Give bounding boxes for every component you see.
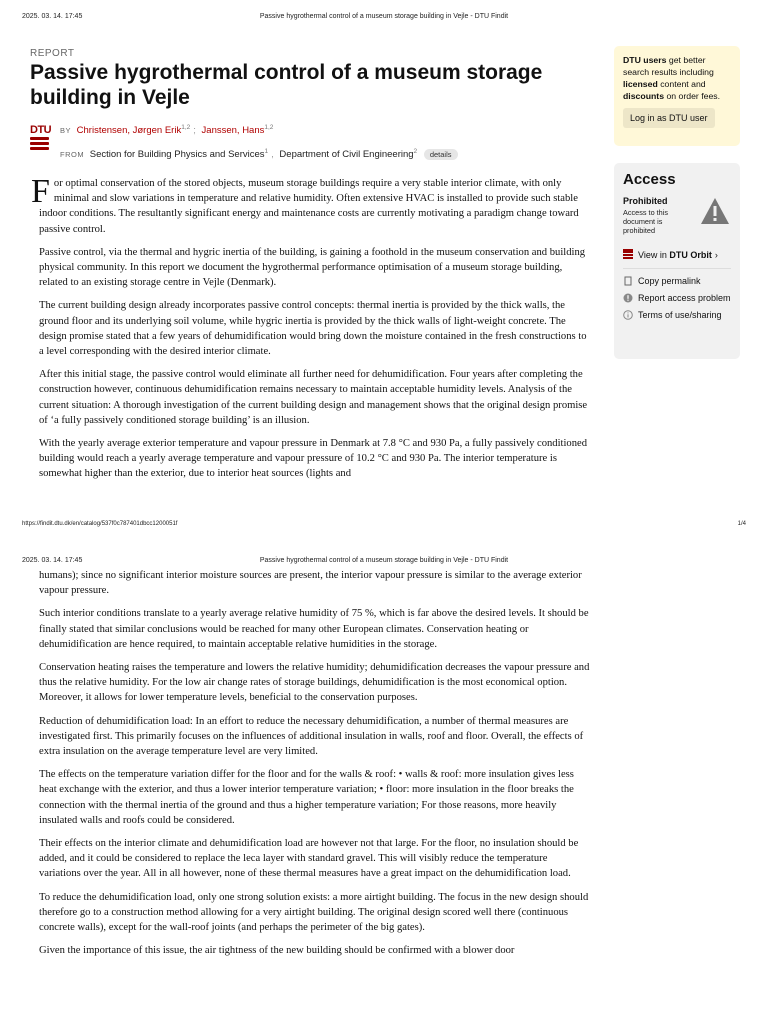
dtu-users-box	[614, 46, 740, 146]
author-sup: 1,2	[264, 124, 274, 131]
dtu-orbit-icon	[623, 249, 633, 261]
access-status: Prohibited	[623, 196, 668, 206]
dtu-logo-text: DTU	[30, 124, 52, 136]
abstract-page-1	[31, 173, 591, 490]
affiliations-row	[60, 148, 458, 160]
warning-icon	[700, 197, 730, 230]
separator: ;	[193, 125, 196, 137]
terms-label: Terms of use/sharing	[638, 310, 722, 320]
abstract-paragraph: Passive control, via the thermal and hygric inertia of the building, is gaining a foothold in the museum conservation and building physical community. In this report we document the hygrothermal performance optimisation of a museum storage building, related to an existing storage centre in Vejle (Denmark).	[39, 246, 586, 289]
by-label: BY	[60, 126, 72, 136]
report-access-problem-link[interactable]	[623, 293, 731, 303]
alert-icon	[623, 293, 633, 303]
drop-cap: F	[31, 173, 50, 210]
abstract-paragraph: Their effects on the interior climate and dehumidification load are however not that large. For the floor, no insulation should be added, and it could be considered to replace the leca layer with standard gravel. This will visibly reduce the temperature variations over the year. All in all however, none of these thermal measures have a great impact on the dehumidification load.	[39, 838, 579, 880]
access-title: Access	[623, 171, 676, 188]
dtu-users-text: DTU users get better search results including licensed content and discounts on order fees.	[623, 55, 721, 101]
abstract-page-2	[39, 568, 591, 966]
terms-link[interactable]	[623, 310, 731, 320]
author-sup: 1,2	[181, 124, 191, 131]
affiliation-sup: 2	[413, 148, 418, 155]
view-in-label: View in	[638, 250, 667, 260]
separator: ,	[271, 149, 274, 161]
author-link[interactable]: Christensen, Jørgen Erik	[76, 125, 182, 137]
dtu-logo	[30, 124, 50, 152]
divider	[623, 268, 731, 269]
report-access-problem-label: Report access problem	[638, 293, 731, 303]
access-box	[614, 163, 740, 359]
print-page-number: 1/4	[737, 521, 746, 527]
abstract-paragraph: The effects on the temperature variation differ for the floor and for the walls & roof: • walls & roof: more insulation gives less heat exchange with the exterior, and thus a lower interior temperature variation; • floor: more insulation in the floor breaks the connection with the thermal inertia of the ground and thus a higher temperature variation; For those reasons, more heavily insulated walls and roofs could be considered.	[39, 769, 574, 826]
dtu-logo-bars	[30, 137, 50, 150]
details-button[interactable]: details	[424, 149, 458, 160]
from-label: FROM	[60, 150, 85, 160]
login-button[interactable]: Log in as DTU user	[623, 108, 715, 128]
access-status-description: Access to this document is prohibited	[623, 208, 669, 235]
author-link[interactable]: Janssen, Hans	[201, 125, 265, 137]
orbit-label: DTU Orbit	[669, 250, 712, 260]
abstract-paragraph: With the yearly average exterior temperature and vapour pressure in Denmark at 7.8 °C and 930 Pa, a fully passively conditioned building would reach a yearly average temperature and vapour pressure of 10.2 °C and 930 Pa. The interior temperature is somewhat higher than the exterior, due to interior heat sources (lights and	[39, 438, 588, 480]
chevron-right-icon: ›	[714, 250, 718, 260]
abstract-paragraph: After this initial stage, the passive control would eliminate all further need for dehumidification. Four years after completing the construction however, continuous dehumidification remains necessary to maintain acceptable humidity levels. Analysis of the current situation: A thorough investigation of the current building design and management shows that the original design promise of ‘a fully passively conditioned storage building’ is an illusion.	[39, 369, 588, 426]
page-title: Passive hygrothermal control of a museum storage building in Vejle	[30, 61, 543, 109]
abstract-paragraph: humans); since no significant interior moisture sources are present, the interior vapour pressure is similar to the average exterior vapour pressure.	[39, 570, 582, 597]
affiliation-sup: 1	[264, 148, 269, 155]
copy-permalink-label: Copy permalink	[638, 276, 701, 286]
print-title: Passive hygrothermal control of a museum storage building in Vejle - DTU Findit	[259, 13, 509, 20]
print-date: 2025. 03. 14. 17:45	[22, 13, 83, 20]
info-icon	[623, 310, 633, 320]
abstract-paragraph: Given the importance of this issue, the air tightness of the new building should be confirmed with a blower door	[39, 945, 515, 957]
view-in-orbit-link[interactable]	[623, 249, 731, 261]
record-type-label: REPORT	[30, 48, 75, 59]
abstract-paragraph: To reduce the dehumidification load, only one strong solution exists: a more airtight building. The focus in the new design should therefore go to a construction method allowing for a very airtight building. The original design scored well there (continuous concrete walls), except for the wall-roof joints (and perhaps the perimeter of the big gates).	[39, 891, 589, 934]
print-url: https://findit.dtu.dk/en/catalog/537f0c787401dbcc1200051f	[22, 521, 178, 527]
abstract-paragraph: Reduction of dehumidification load: In an effort to reduce the necessary dehumidification, a number of thermal measures are investigated first. This primarily focuses on the influences of additional insulation in walls, roof and floor. Overall, the effects of extra insulation on the average temperature level are very limited.	[39, 715, 584, 758]
copy-icon	[623, 276, 633, 286]
abstract-paragraph: The current building design already incorporates passive control concepts: thermal inertia is provided by the thick walls, the ground floor and its underlying soil volume, while hygric inertia is provided by the thick walls of light-weight concrete. The design promise stated that a few years of dehumidification would bring down the moisture contained in the fresh constructions to a level corresponding with the desired interior climate.	[39, 300, 587, 358]
abstract-paragraph	[31, 173, 591, 237]
affiliation: Section for Building Physics and Services	[89, 149, 265, 161]
print-date: 2025. 03. 14. 17:45	[22, 557, 83, 564]
print-title: Passive hygrothermal control of a museum storage building in Vejle - DTU Findit	[259, 557, 509, 564]
copy-permalink-link[interactable]	[623, 276, 731, 286]
abstract-paragraph: Conservation heating raises the temperature and lowers the relative humidity; dehumidification decreases the vapour pressure and thus the relative humidity. For the low air change rates of storage buildings, dehumidification is the most economical option. Moreover, it allows for lower temperature levels, beneficial to the conservation purposes.	[39, 662, 590, 704]
affiliation: Department of Civil Engineering	[279, 149, 414, 161]
authors-row	[60, 124, 273, 136]
abstract-paragraph: Such interior conditions translate to a yearly average relative humidity of 75 %, which is far above the desired levels. It should be finally stated that similar conclusions would be reached for many other European climates. Conservation heating or dehumidification are hence required, to maintain acceptable relative humidities in the storage.	[39, 608, 589, 650]
paragraph-text: or optimal conservation of the stored objects, museum storage buildings require a very stable interior climate, with only minimal and slow variations in temperature and relative humidity. Often extensive HVAC is installed to provide such stable indoor conditions. The resultantly significant energy and maintenance costs are currently motivating a paradigm change toward passive control.	[39, 178, 579, 235]
